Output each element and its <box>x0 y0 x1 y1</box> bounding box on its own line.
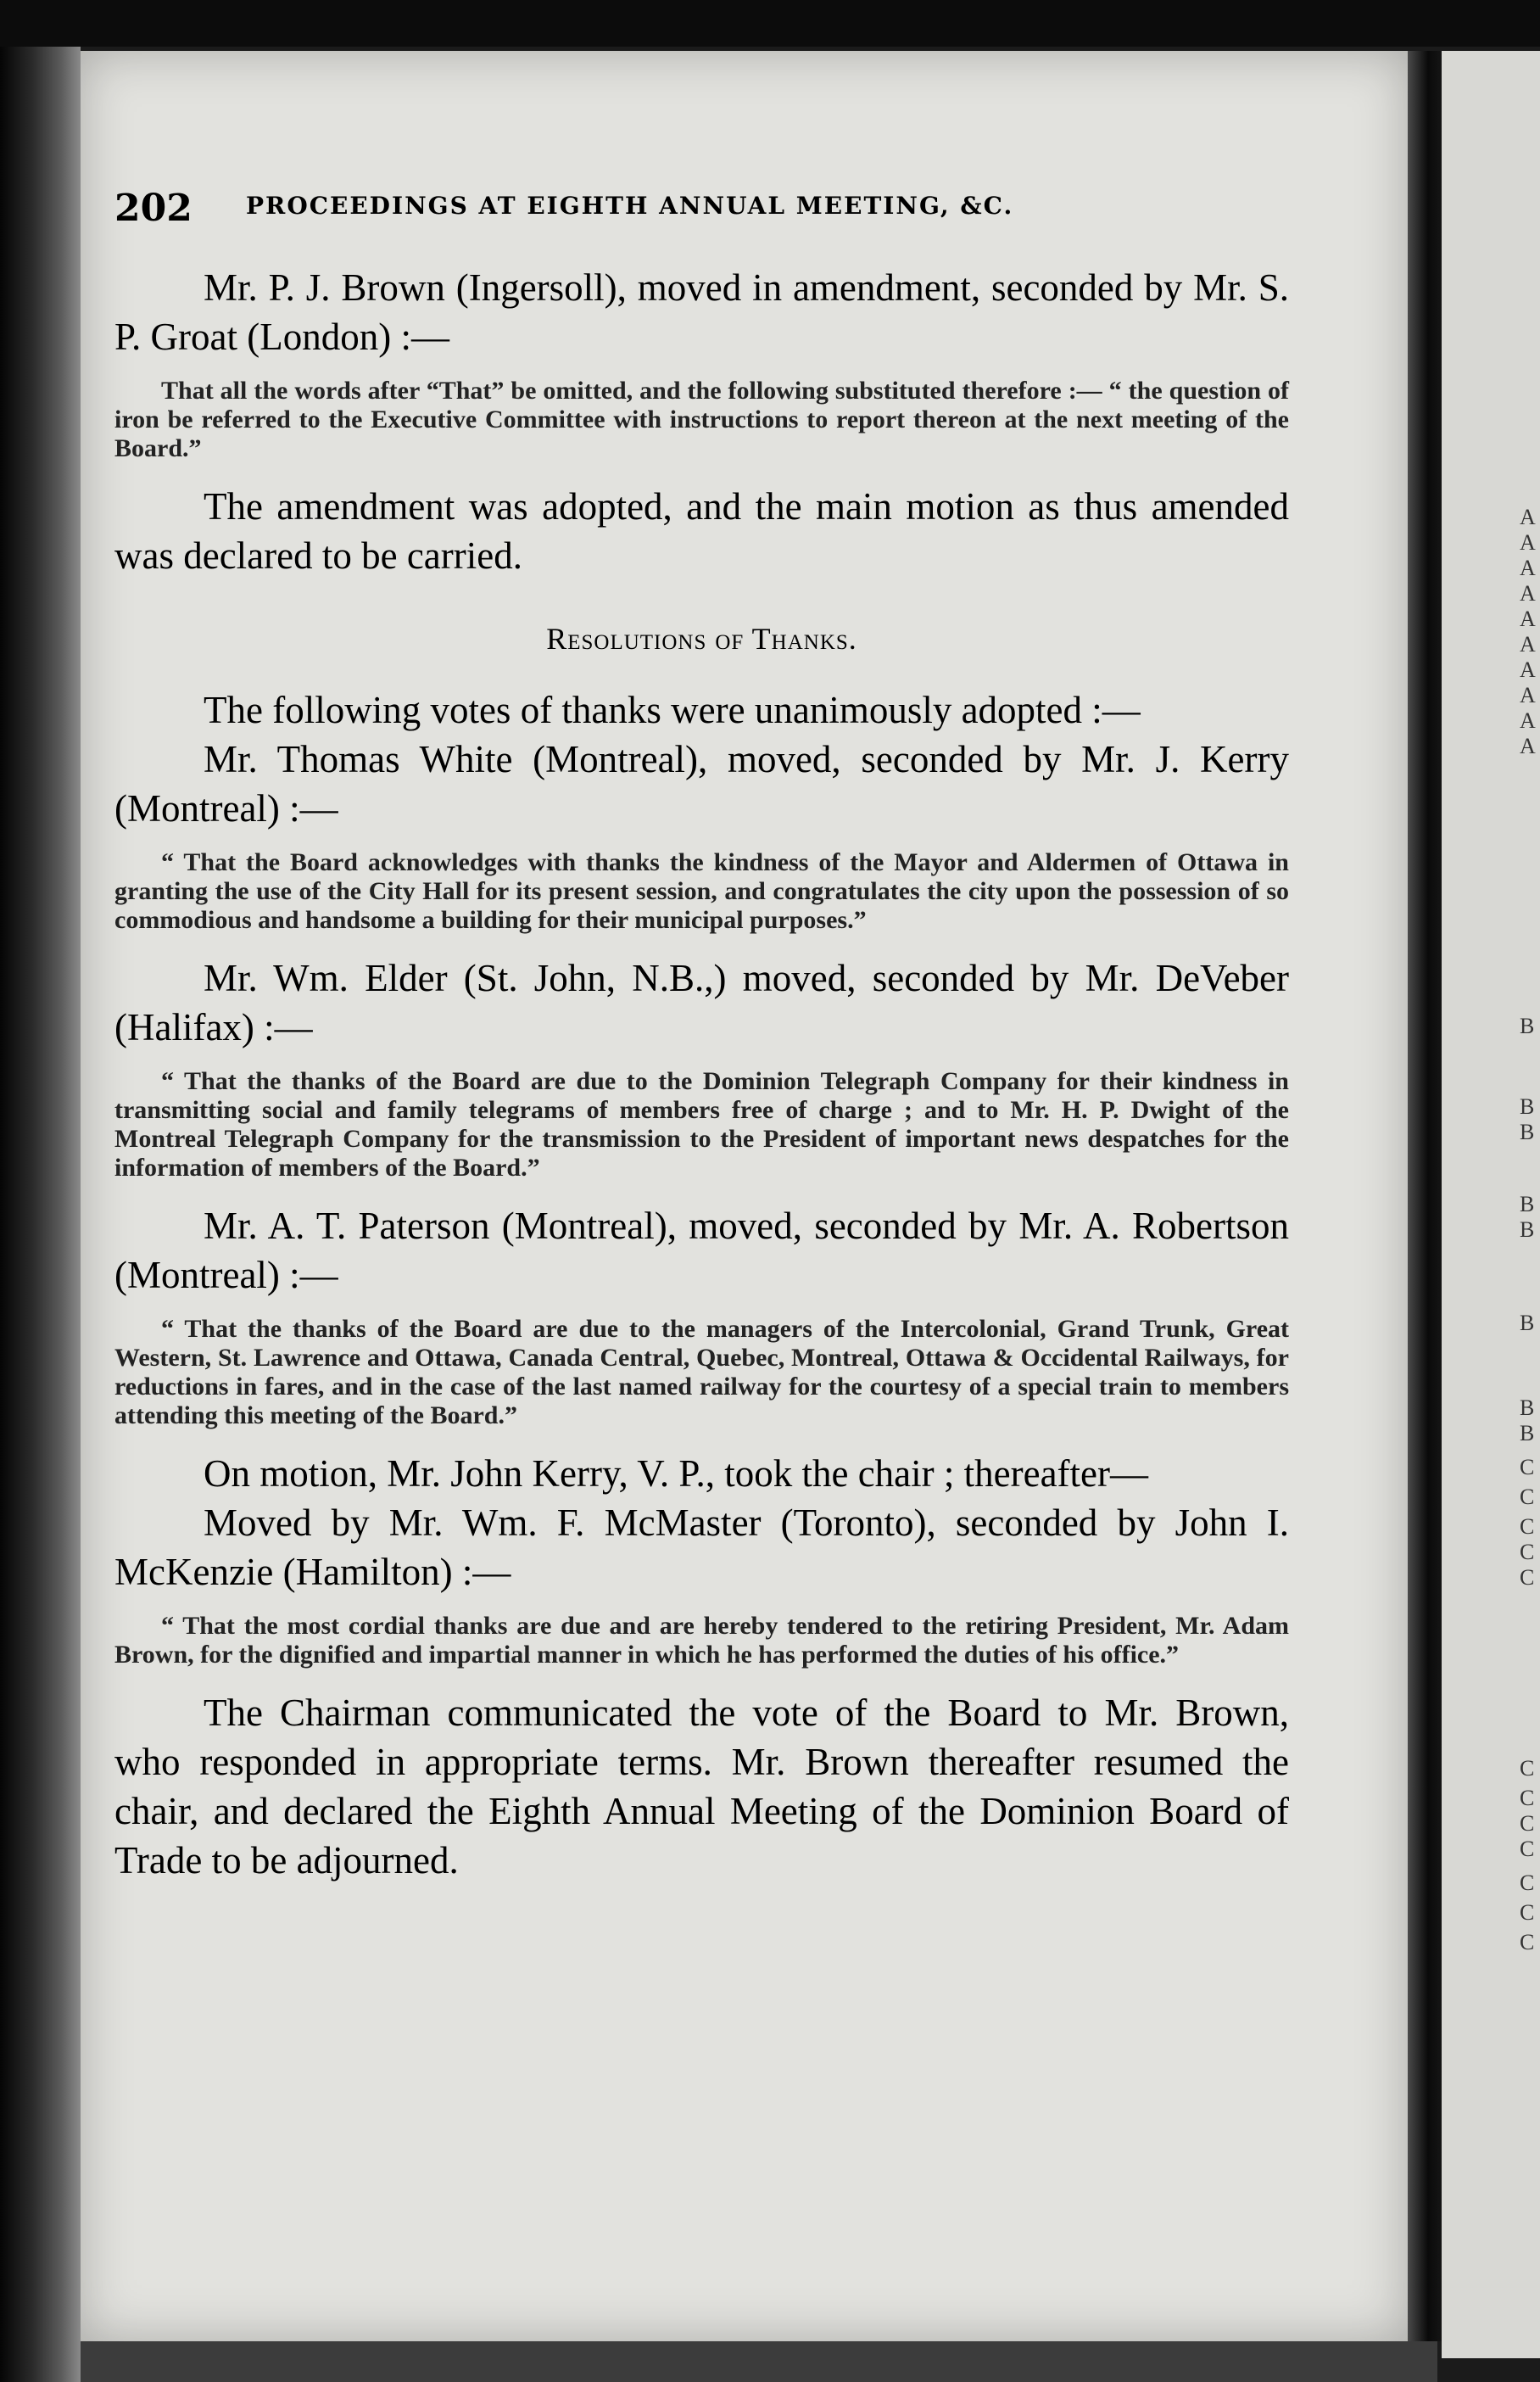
paragraph-adjourned: The Chairman communicated the vote of the Board to Mr. Brown, who responded in appropriate terms. Mr. Brown thereafter resumed the chair, and declared the Eighth Annual Meeting of the Dominion Board of Trade to be adjourned. <box>114 1691 1289 1882</box>
scan-bottom-edge <box>81 2341 1437 2382</box>
paragraph-amendment: Mr. P. J. Brown (Ingersoll), moved in amendment, seconded by Mr. S. P. Groat (London) :— <box>114 266 1289 358</box>
paragraph-motion-mcmaster: Moved by Mr. Wm. F. McMaster (Toronto), seconded by John I. McKenzie (Hamilton) :— <box>114 1501 1289 1593</box>
quote-president: “ That the most cordial thanks are due and are hereby tendered to the retiring President, Mr. Adam Brown, for the dignified and impartial manner in which he has performed the duties of his office.” <box>114 1612 1289 1669</box>
facing-page-letter: C <box>1520 1514 1535 1539</box>
paragraph-motion-paterson: Mr. A. T. Paterson (Montreal), moved, seconded by Mr. A. Robertson (Montreal) :— <box>114 1205 1289 1296</box>
facing-page-letter: A <box>1520 632 1536 657</box>
page-header <box>114 187 1276 238</box>
facing-page-letter: A <box>1520 708 1536 733</box>
paragraph-chair: On motion, Mr. John Kerry, V. P., took the chair ; thereafter— <box>204 1452 1148 1495</box>
facing-page-letter: A <box>1520 556 1536 580</box>
paragraph-motion-white: Mr. Thomas White (Montreal), moved, seconded by Mr. J. Kerry (Montreal) :— <box>114 738 1289 830</box>
facing-page-letter: C <box>1520 1540 1535 1564</box>
facing-page-edge <box>1442 51 1540 2358</box>
quote-telegraph: “ That the thanks of the Board are due to the Dominion Telegraph Company for their kindness in transmitting social and family telegrams of members free of charge ; and to Mr. H. P. Dwight of the Montreal Telegraph Company for the transmission to the President of important news despatches for the information of members of the Board.” <box>114 1067 1289 1182</box>
paragraph-motion-elder: Mr. Wm. Elder (St. John, N.B.,) moved, seconded by Mr. DeVeber (Halifax) :— <box>114 957 1289 1048</box>
book-left-edge <box>0 47 81 2382</box>
facing-page-letter: B <box>1520 1395 1535 1420</box>
facing-page-letter: A <box>1520 505 1536 529</box>
facing-page-letter: B <box>1520 1120 1535 1144</box>
scan-top-border <box>0 0 1540 47</box>
facing-page-letter: C <box>1520 1786 1535 1810</box>
facing-page-letter: C <box>1520 1485 1535 1509</box>
facing-page-letter: B <box>1520 1311 1535 1335</box>
quote-city-hall: “ That the Board acknowledges with thanks the kindness of the Mayor and Aldermen of Ottawa in granting the use of the City Hall for its present session, and congratulates the city upon the possession of so commodious and handsome a building for their municipal purposes.” <box>114 848 1289 934</box>
quote-amendment: That all the words after “That” be omitted, and the following substituted therefore :— “ the question of iron be referred to the Executive Committee with instructions to report thereon at the next meeting of the Board.” <box>114 377 1289 462</box>
facing-page-letter: A <box>1520 581 1536 606</box>
quote-railways: “ That the thanks of the Board are due to the managers of the Intercolonial, Grand Trunk, Great Western, St. Lawrence and Ottawa, Canada Central, Quebec, Montreal, Ottawa & Occidental Railways, for reductions in fares, and in the case of the last named railway for the courtesy of a special train to members attending this meeting of the Board.” <box>114 1315 1289 1429</box>
facing-page-letter: C <box>1520 1930 1535 1954</box>
paragraph-votes-intro: The following votes of thanks were unanimously adopted :— <box>204 689 1141 731</box>
facing-page-letter: C <box>1520 1455 1535 1479</box>
facing-page-letter: B <box>1520 1192 1535 1216</box>
facing-page-letter: A <box>1520 530 1536 555</box>
facing-page-letter: A <box>1520 657 1536 682</box>
facing-page-letter: C <box>1520 1870 1535 1895</box>
facing-page-letter: B <box>1520 1014 1535 1038</box>
facing-page-letter: C <box>1520 1811 1535 1836</box>
paragraph-amendment-adopted: The amendment was adopted, and the main motion as thus amended was declared to be carried. <box>114 485 1289 577</box>
running-head: PROCEEDINGS AT EIGHTH ANNUAL MEETING, &C. <box>246 192 1014 220</box>
page-body <box>114 263 1289 1885</box>
facing-page-letter: B <box>1520 1217 1535 1242</box>
facing-page-letter: A <box>1520 607 1536 631</box>
facing-page-letter: A <box>1520 734 1536 758</box>
section-heading: Resolutions of Thanks. <box>546 622 857 656</box>
facing-page-letter: A <box>1520 683 1536 707</box>
facing-page-letter: B <box>1520 1421 1535 1445</box>
facing-page-letter: C <box>1520 1900 1535 1925</box>
page-number: 202 <box>114 187 192 230</box>
facing-page-letter: C <box>1520 1837 1535 1861</box>
book-gutter <box>1408 51 1442 2341</box>
facing-page-letter: C <box>1520 1756 1535 1781</box>
facing-page-letter: C <box>1520 1565 1535 1590</box>
facing-page-letter: B <box>1520 1094 1535 1119</box>
